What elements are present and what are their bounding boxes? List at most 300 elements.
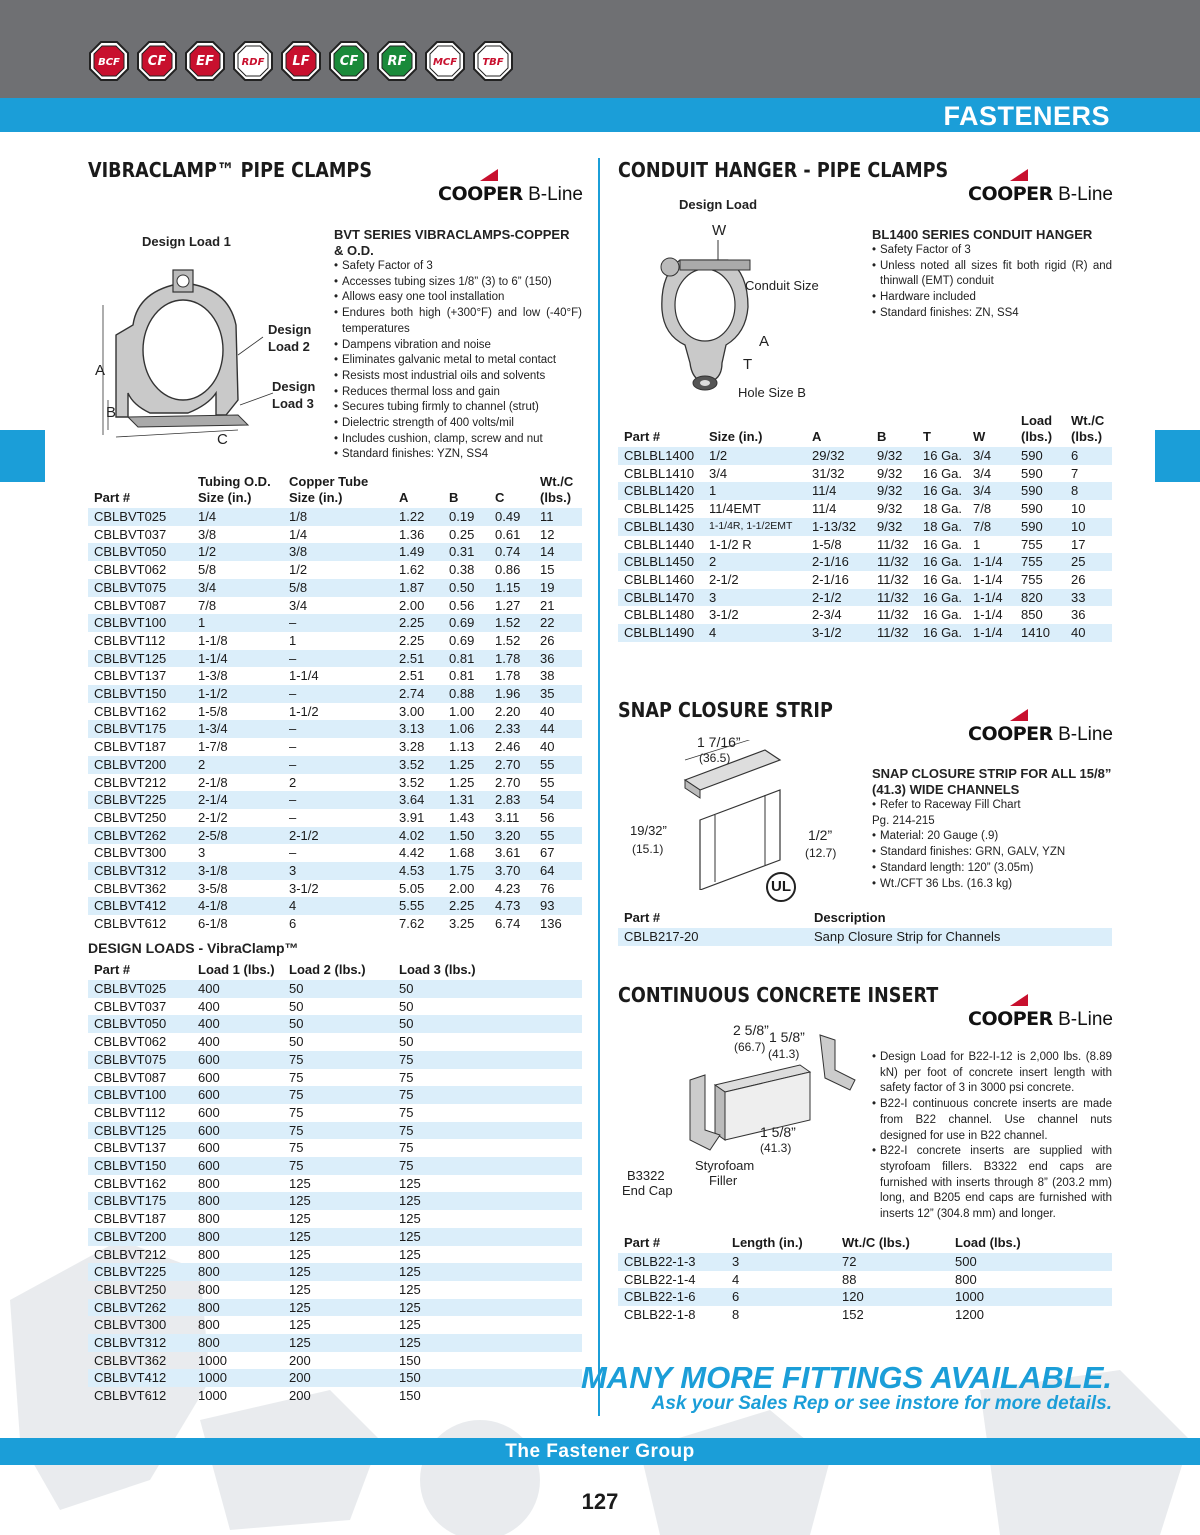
- table-cell: 15: [540, 562, 555, 578]
- table-cell: CBLBL1400: [618, 447, 703, 465]
- table-cell: CBLBL1440: [624, 536, 695, 552]
- table-cell: 1-1/4: [289, 668, 319, 684]
- table-row: [618, 482, 1112, 500]
- table-cell: CBLBVT200: [88, 1228, 192, 1246]
- table-cell: CBLB22-1-3: [618, 1253, 726, 1271]
- table-cell: 125: [289, 1281, 311, 1297]
- table-cell: 9/32: [877, 501, 903, 517]
- feature-item: • B22-I continuous concrete inserts are made from B22 channel. Use channel nuts designed for use in B22 channel.: [872, 1097, 1112, 1144]
- svg-text:EF: EF: [196, 54, 214, 69]
- table-cell: 2-1/8: [198, 774, 228, 790]
- table-cell: 0.49: [489, 508, 534, 526]
- table-cell: 75: [283, 1051, 393, 1069]
- table-cell: CBLBL1425: [624, 501, 695, 517]
- table-cell: CBLBL1430: [618, 518, 703, 536]
- table-cell: 2-5/8: [192, 827, 283, 845]
- table-cell: 11/32: [871, 553, 917, 571]
- table-row: [88, 1281, 582, 1299]
- table-cell: 1410: [1015, 624, 1065, 642]
- table-cell: 14: [534, 543, 582, 561]
- table-cell: 1/2: [192, 543, 283, 561]
- table-cell: 2-1/2: [283, 827, 393, 845]
- table-cell: 75: [283, 1086, 393, 1104]
- table-cell: CBLBVT225: [88, 1263, 192, 1281]
- table-row: [88, 1157, 582, 1175]
- table-cell: 75: [393, 1051, 582, 1069]
- table-cell: CBLBVT087: [94, 1069, 167, 1085]
- table-cell: 75: [289, 1104, 304, 1120]
- column-header: Part #: [624, 910, 661, 925]
- dim-insert-height-mm: (41.3): [768, 1047, 800, 1061]
- table-cell: CBLBVT262: [88, 1299, 192, 1317]
- table-cell: 11/4: [812, 501, 837, 517]
- table-cell: 4.53: [393, 862, 443, 880]
- column-header: A: [399, 490, 409, 505]
- table-cell: 7.62: [399, 916, 425, 932]
- column-header: Tubing O.D. Size (in.): [198, 474, 271, 505]
- table-cell: 3-5/8: [198, 880, 228, 896]
- feature-item: • Reduces thermal loss and gain: [334, 385, 582, 401]
- table-cell: 50: [399, 998, 414, 1014]
- table-row: [88, 543, 582, 561]
- table-cell: 1.62: [399, 562, 425, 578]
- footer-bar: [0, 1438, 1200, 1465]
- table-cell: CBLBVT362: [94, 1352, 167, 1368]
- table-cell: CBLBVT412: [88, 1369, 192, 1387]
- table-cell: 75: [393, 1122, 582, 1140]
- table-cell: 600: [198, 1104, 220, 1120]
- brand-logo: [424, 40, 466, 82]
- feature-item: • Safety Factor of 3: [872, 243, 1112, 259]
- feature-item: • Unless noted all sizes fit both rigid (R) and thinwall (EMT) conduit: [872, 259, 1112, 290]
- table-cell: 5/8: [283, 579, 393, 597]
- table-cell: 3/8: [283, 543, 393, 561]
- table-row: [88, 1033, 582, 1051]
- table-cell: 125: [283, 1228, 393, 1246]
- diagram-label-a: A: [759, 333, 770, 350]
- table-cell: 1-1/4: [192, 650, 283, 668]
- table-cell: 1.78: [489, 650, 534, 668]
- diagram-label-c: C: [217, 431, 228, 448]
- table-cell: 21: [540, 597, 555, 613]
- table-cell: 1000: [198, 1352, 227, 1368]
- table-cell: 75: [399, 1104, 414, 1120]
- table-cell: 4: [283, 897, 393, 915]
- table-cell: CBLBVT362: [94, 880, 167, 896]
- table-cell: 3: [703, 589, 806, 607]
- table-row: [88, 809, 582, 827]
- table-cell: 120: [836, 1288, 949, 1306]
- table-cell: 3-1/2: [806, 624, 871, 642]
- brand-logo: [184, 40, 226, 82]
- table-row: [618, 500, 1112, 518]
- table-cell: 2-1/16: [812, 571, 849, 587]
- table-cell: 7: [1071, 465, 1079, 481]
- feature-item: • Endures both high (+300°F) and low (-40°F) temperatures: [334, 306, 582, 337]
- feature-item: • Accesses tubing sizes 1/8” (3) to 6” (150): [334, 275, 582, 291]
- column-header: W: [973, 429, 986, 444]
- table-cell: 125: [399, 1175, 421, 1191]
- table-cell: 2-1/2: [709, 571, 739, 587]
- table-cell: 11/32: [871, 624, 917, 642]
- table-cell: 1-1/4R, 1-1/2EMT: [703, 518, 806, 536]
- table-cell: 75: [289, 1140, 304, 1156]
- brand-logo: [88, 40, 130, 82]
- dim-insert-height: 1 5/8”: [769, 1029, 805, 1045]
- table-cell: 3.28: [399, 739, 425, 755]
- svg-text:RF: RF: [387, 54, 407, 69]
- table-cell: 1: [703, 482, 806, 500]
- table-cell: 1.78: [495, 668, 521, 684]
- table-cell: 10: [1065, 518, 1112, 536]
- table-cell: 2.70: [495, 774, 521, 790]
- conduit-hanger-table: [618, 413, 1112, 642]
- table-cell: 4.02: [393, 827, 443, 845]
- table-row: [618, 536, 1112, 554]
- table-cell: 2: [192, 756, 283, 774]
- table-cell: 1.36: [399, 526, 425, 542]
- table-cell: CBLBVT187: [94, 739, 167, 755]
- table-cell: 1.15: [489, 579, 534, 597]
- table-cell: 3.52: [393, 756, 443, 774]
- design-loads-table: [88, 962, 582, 1405]
- table-cell: CBLBL1450: [618, 553, 703, 571]
- table-cell: 3.70: [489, 862, 534, 880]
- table-cell: CBLBVT137: [94, 668, 167, 684]
- table-row: [618, 553, 1112, 571]
- table-cell: 4.42: [399, 845, 425, 861]
- table-cell: 3: [283, 862, 393, 880]
- table-row: [88, 980, 582, 998]
- table-cell: CBLBVT037: [94, 526, 167, 542]
- table-cell: 6.74: [495, 916, 521, 932]
- table-cell: 755: [1015, 553, 1065, 571]
- table-row: [88, 614, 582, 632]
- table-cell: 1-1/4: [973, 571, 1003, 587]
- table-cell: 93: [534, 897, 582, 915]
- table-cell: 75: [289, 1069, 304, 1085]
- table-cell: 800: [955, 1271, 977, 1287]
- label-end-cap: End Cap: [622, 1183, 673, 1198]
- table-row: [618, 1306, 1112, 1324]
- table-cell: 125: [393, 1299, 582, 1317]
- table-cell: 4.23: [495, 880, 521, 896]
- table-cell: 800: [192, 1334, 283, 1352]
- table-cell: 56: [540, 809, 555, 825]
- table-cell: 125: [283, 1299, 393, 1317]
- table-row: [88, 579, 582, 597]
- table-cell: 38: [540, 668, 555, 684]
- table-cell: 1.75: [443, 862, 489, 880]
- table-cell: 600: [192, 1122, 283, 1140]
- column-header: Size (in.): [709, 429, 763, 444]
- table-cell: 400: [192, 1015, 283, 1033]
- table-cell: 1.52: [489, 614, 534, 632]
- table-cell: 590: [1015, 447, 1065, 465]
- vibraclamp-heading: VIBRACLAMP™ PIPE CLAMPS: [88, 158, 372, 182]
- table-row: [618, 447, 1112, 465]
- table-cell: CBLBVT087: [94, 597, 167, 613]
- diagram-label-t: T: [743, 356, 753, 373]
- table-cell: 2.00: [399, 597, 425, 613]
- table-cell: 1: [192, 614, 283, 632]
- feature-item: • Standard finishes: ZN, SS4: [872, 306, 1112, 322]
- svg-text:MCF: MCF: [432, 57, 458, 68]
- table-cell: 19: [534, 579, 582, 597]
- table-cell: CBLBVT025: [88, 980, 192, 998]
- table-cell: 1: [289, 632, 297, 648]
- table-cell: CBLBL1460: [624, 571, 695, 587]
- table-cell: 1-1/4: [967, 589, 1015, 607]
- svg-text:RDF: RDF: [241, 57, 265, 68]
- table-cell: 2-1/4: [192, 791, 283, 809]
- table-cell: 54: [534, 791, 582, 809]
- table-cell: CBLBVT312: [88, 862, 192, 880]
- table-cell: 152: [842, 1307, 864, 1323]
- brand-logo: [376, 40, 418, 82]
- table-cell: 136: [540, 916, 562, 932]
- dim-channel-mm: (41.3): [760, 1141, 792, 1155]
- table-cell: CBLBVT062: [94, 1034, 167, 1050]
- table-row: [88, 685, 582, 703]
- feature-item: • Dampens vibration and noise: [334, 338, 582, 354]
- table-row: [88, 1210, 582, 1228]
- table-cell: 150: [399, 1352, 421, 1368]
- table-cell: 26: [1071, 571, 1086, 587]
- table-cell: 0.31: [443, 543, 489, 561]
- table-cell: 3/8: [198, 526, 217, 542]
- table-row: [618, 1271, 1112, 1289]
- table-cell: 6: [1065, 447, 1112, 465]
- table-cell: 1-1/2: [192, 685, 283, 703]
- table-cell: 1-1/4: [967, 624, 1015, 642]
- table-cell: 72: [836, 1253, 949, 1271]
- table-cell: 0.38: [449, 562, 475, 578]
- table-cell: 4: [732, 1271, 740, 1287]
- table-cell: 125: [289, 1246, 311, 1262]
- ul-listed-icon: UL: [766, 872, 796, 902]
- cooper-bline-logo: COOPER B-Line: [968, 1008, 1113, 1031]
- table-cell: 1-13/32: [806, 518, 871, 536]
- table-cell: 88: [842, 1271, 857, 1287]
- table-cell: 3.00: [399, 703, 425, 719]
- feature-item: • Hardware included: [872, 290, 1112, 306]
- table-cell: 8: [732, 1307, 740, 1323]
- table-row: [618, 571, 1112, 589]
- table-cell: 50: [393, 980, 582, 998]
- table-cell: 125: [393, 1334, 582, 1352]
- dim-lip: 1/2”: [808, 827, 833, 843]
- column-header: B: [877, 429, 887, 444]
- column-header: C: [495, 490, 505, 505]
- feature-note: Pg. 214-215: [872, 814, 935, 827]
- feature-item: • Allows easy one tool installation: [334, 290, 582, 306]
- table-cell: 3.13: [393, 720, 443, 738]
- table-cell: 800: [198, 1211, 220, 1227]
- table-cell: 11/4: [806, 482, 871, 500]
- table-cell: 1.68: [449, 845, 475, 861]
- table-cell: 2-3/4: [812, 607, 842, 623]
- feature-item: • Resists most industrial oils and solvents: [334, 369, 582, 385]
- table-row: [88, 1069, 582, 1087]
- table-cell: CBLBVT300: [94, 845, 167, 861]
- table-cell: CBLBVT112: [94, 1104, 166, 1120]
- dim-depth: 19/32”: [630, 823, 667, 838]
- table-cell: 1.25: [449, 774, 475, 790]
- table-cell: 1-1/4: [973, 607, 1003, 623]
- table-row: [88, 880, 582, 898]
- column-header: B: [449, 490, 459, 505]
- table-cell: –: [283, 720, 393, 738]
- table-cell: 18 Ga.: [917, 518, 967, 536]
- table-row: [88, 1369, 582, 1387]
- column-header: T: [923, 429, 931, 444]
- table-cell: 0.19: [443, 508, 489, 526]
- table-cell: 16 Ga.: [923, 571, 963, 587]
- table-cell: 1000: [198, 1388, 227, 1404]
- table-row: [88, 862, 582, 880]
- section-title: FASTENERS: [943, 101, 1110, 131]
- table-cell: 40: [540, 739, 555, 755]
- table-cell: 125: [289, 1317, 311, 1333]
- cooper-bline-logo: COOPER B-Line: [968, 723, 1113, 746]
- table-cell: 800: [192, 1192, 283, 1210]
- table-cell: 76: [540, 880, 555, 896]
- table-cell: 1.49: [393, 543, 443, 561]
- diagram-label-design-load-2: Design Load 2: [268, 322, 312, 354]
- feature-item: • Standard length: 120” (3.05m): [872, 861, 1112, 877]
- vibraclamp-features-title: BVT SERIES VIBRACLAMPS-COPPER & O.D.: [334, 227, 570, 258]
- table-cell: CBLBVT162: [94, 703, 167, 719]
- table-row: [88, 1192, 582, 1210]
- table-cell: CBLBVT162: [94, 1175, 167, 1191]
- column-header: Load (lbs.): [1021, 413, 1053, 444]
- table-row: [88, 597, 582, 615]
- table-cell: 125: [393, 1263, 582, 1281]
- table-cell: 3/4: [289, 597, 308, 613]
- column-header: Wt./C (lbs.): [842, 1235, 910, 1250]
- table-cell: –: [289, 739, 297, 755]
- snap-strip-features-title: SNAP CLOSURE STRIP FOR ALL 15/8” (41.3) WIDE CHANNELS: [872, 766, 1112, 797]
- table-row: [88, 1246, 582, 1264]
- table-cell: 500: [949, 1253, 1112, 1271]
- table-cell: 64: [534, 862, 582, 880]
- table-cell: 4: [703, 624, 806, 642]
- table-cell: 40: [1065, 624, 1112, 642]
- table-row: [88, 827, 582, 845]
- feature-item: • Material: 20 Gauge (.9): [872, 829, 1112, 845]
- table-row: [618, 518, 1112, 536]
- table-cell: 400: [198, 998, 220, 1014]
- table-row: [88, 897, 582, 915]
- table-cell: 1/2: [289, 562, 308, 578]
- table-cell: 2.74: [393, 685, 443, 703]
- diagram-label-design-load: Design Load: [679, 197, 758, 212]
- table-cell: 0.69: [443, 614, 489, 632]
- table-cell: 2-1/16: [806, 553, 871, 571]
- table-cell: 200: [289, 1388, 311, 1404]
- table-cell: 18 Ga.: [923, 501, 963, 517]
- table-cell: 3.64: [393, 791, 443, 809]
- table-cell: 36: [1071, 607, 1086, 623]
- concrete-insert-heading: CONTINUOUS CONCRETE INSERT: [618, 983, 939, 1007]
- table-cell: 3.25: [449, 916, 475, 932]
- table-cell: 800: [192, 1263, 283, 1281]
- table-cell: 11/32: [877, 607, 909, 623]
- table-cell: 26: [540, 632, 555, 648]
- feature-item: • Dielectric strength of 400 volts/mil: [334, 416, 582, 432]
- column-header: Part #: [624, 429, 661, 444]
- table-row: [88, 1316, 582, 1334]
- svg-text:BCF: BCF: [98, 57, 120, 68]
- column-header: Wt./C (lbs.): [540, 474, 574, 505]
- table-row: [88, 720, 582, 738]
- table-row: [88, 1387, 582, 1405]
- promo-headline: MANY MORE FITTINGS AVAILABLE.: [580, 1360, 1112, 1395]
- table-cell: CBLBVT612: [94, 1388, 167, 1404]
- table-cell: 2.20: [495, 703, 521, 719]
- table-cell: 1-7/8: [198, 739, 228, 755]
- table-cell: 8: [1065, 482, 1112, 500]
- table-cell: 1-1/2: [289, 703, 319, 719]
- table-cell: 600: [198, 1140, 220, 1156]
- table-cell: 600: [198, 1069, 220, 1085]
- table-cell: 6: [726, 1288, 836, 1306]
- table-cell: 50: [393, 1015, 582, 1033]
- table-cell: 50: [289, 1034, 304, 1050]
- table-cell: 16 Ga.: [923, 607, 963, 623]
- table-cell: 31/32: [812, 465, 845, 481]
- table-cell: 3-1/2: [289, 880, 319, 896]
- table-cell: 1.31: [443, 791, 489, 809]
- table-cell: CBLBVT187: [94, 1211, 167, 1227]
- table-row: [88, 1175, 582, 1193]
- table-cell: 1.50: [443, 827, 489, 845]
- svg-text:TBF: TBF: [482, 57, 504, 68]
- table-cell: CBLBVT125: [88, 650, 192, 668]
- brand-logo: [280, 40, 322, 82]
- feature-item: • B22-I concrete inserts are supplied with styrofoam fillers. B3322 end caps are furnished with inserts through 8” (203.2 mm) long, and B205 end caps are furnished with inserts 12” (304.8 mm) and longer.: [872, 1144, 1112, 1223]
- table-cell: 4.73: [489, 897, 534, 915]
- column-header: Description: [814, 910, 886, 925]
- table-cell: 800: [198, 1281, 220, 1297]
- left-side-tab: [0, 430, 45, 482]
- table-cell: 1.22: [393, 508, 443, 526]
- table-cell: –: [283, 614, 393, 632]
- table-cell: 755: [1021, 571, 1043, 587]
- label-filler: Filler: [709, 1173, 738, 1188]
- table-row: [618, 606, 1112, 624]
- table-cell: 590: [1015, 518, 1065, 536]
- diagram-label-w: W: [712, 222, 727, 239]
- table-cell: 75: [283, 1122, 393, 1140]
- table-row: [88, 998, 582, 1016]
- table-cell: 55: [540, 774, 555, 790]
- feature-item: • Design Load for B22-I-12 is 2,000 lbs. (8.89 kN) per foot of concrete insert length with safety factor of 3 in 3000 psi concrete.: [872, 1050, 1112, 1097]
- diagram-label-design-load-1: Design Load 1: [142, 234, 231, 249]
- table-cell: 3-1/2: [709, 607, 739, 623]
- table-cell: 3/4: [967, 447, 1015, 465]
- column-header: Part #: [94, 490, 131, 505]
- right-side-tab: [1155, 430, 1200, 482]
- table-cell: CBLBL1480: [624, 607, 695, 623]
- table-cell: 2.51: [399, 668, 425, 684]
- feature-item: • Standard finishes: YZN, SS4: [334, 447, 582, 463]
- table-cell: 1000: [949, 1288, 1112, 1306]
- table-cell: CBLBVT225: [88, 791, 192, 809]
- table-cell: CBLBVT075: [88, 1051, 192, 1069]
- design-loads-heading: DESIGN LOADS - VibraClamp™: [88, 940, 299, 956]
